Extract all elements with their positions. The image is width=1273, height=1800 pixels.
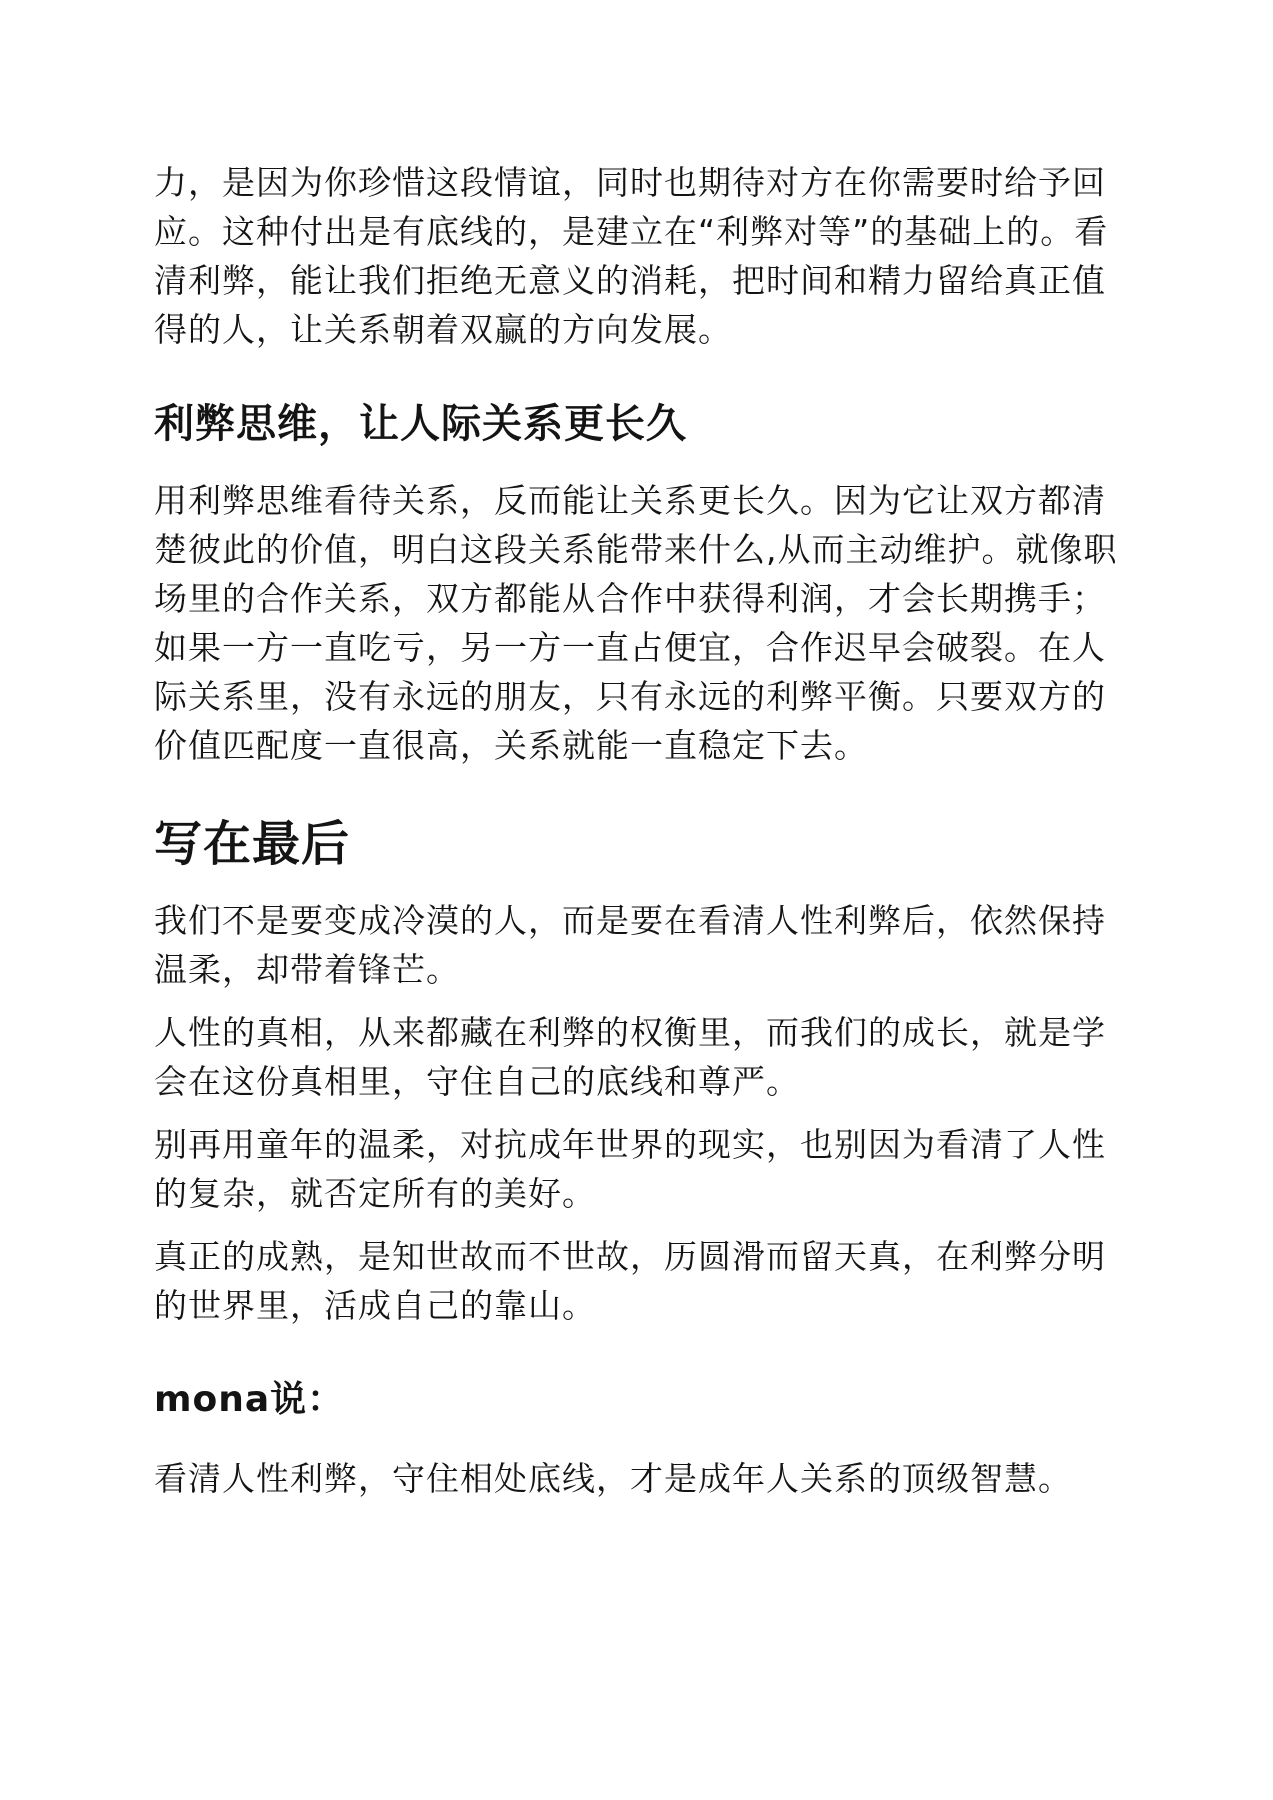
section-paragraph-relationship: 用利弊思维看待关系，反而能让关系更长久。因为它让双方都清楚彼此的价值，明白这段关系能带来什么,从而主动维护。就像职场里的合作关系，双方都能从合作中获得利润，才会长期携手；如果一方一直吃亏，另一方一直占便宜，合作迟早会破裂。在人际关系里，没有永远的朋友，只有永远的利弊平衡。只要双方的价值匹配度一直很高，关系就能一直稳定下去。 [154,481,1118,765]
closing-paragraph-3: 别再用童年的温柔，对抗成年世界的现实，也别因为看清了人性的复杂，就否定所有的美好。 [154,1125,1106,1213]
closing-paragraph-1: 我们不是要变成冷漠的人，而是要在看清人性利弊后，依然保持温柔，却带着锋芒。 [154,901,1106,989]
section-heading-relationship: 利弊思维，让人际关系更长久 [154,401,687,447]
closing-paragraph-2: 人性的真相，从来都藏在利弊的权衡里，而我们的成长，就是学会在这份真相里，守住自己的底线和尊严。 [154,1013,1106,1101]
article-page [154,158,1119,1503]
section-heading-closing: 写在最后 [154,816,351,872]
closing-paragraphs [154,896,1119,1330]
mona-heading: mona说： [154,1379,345,1420]
intro-paragraph: 力，是因为你珍惜这段情谊，同时也期待对方在你需要时给予回应。这种付出是有底线的，是建立在“利弊对等”的基础上的。看清利弊，能让我们拒绝无意义的消耗，把时间和精力留给真正值得的人，让关系朝着双赢的方向发展。 [154,163,1109,349]
mona-paragraph: 看清人性利弊，守住相处底线，才是成年人关系的顶级智慧。 [154,1459,1072,1498]
closing-paragraph-4: 真正的成熟，是知世故而不世故，历圆滑而留天真，在利弊分明的世界里，活成自己的靠山。 [154,1237,1106,1325]
